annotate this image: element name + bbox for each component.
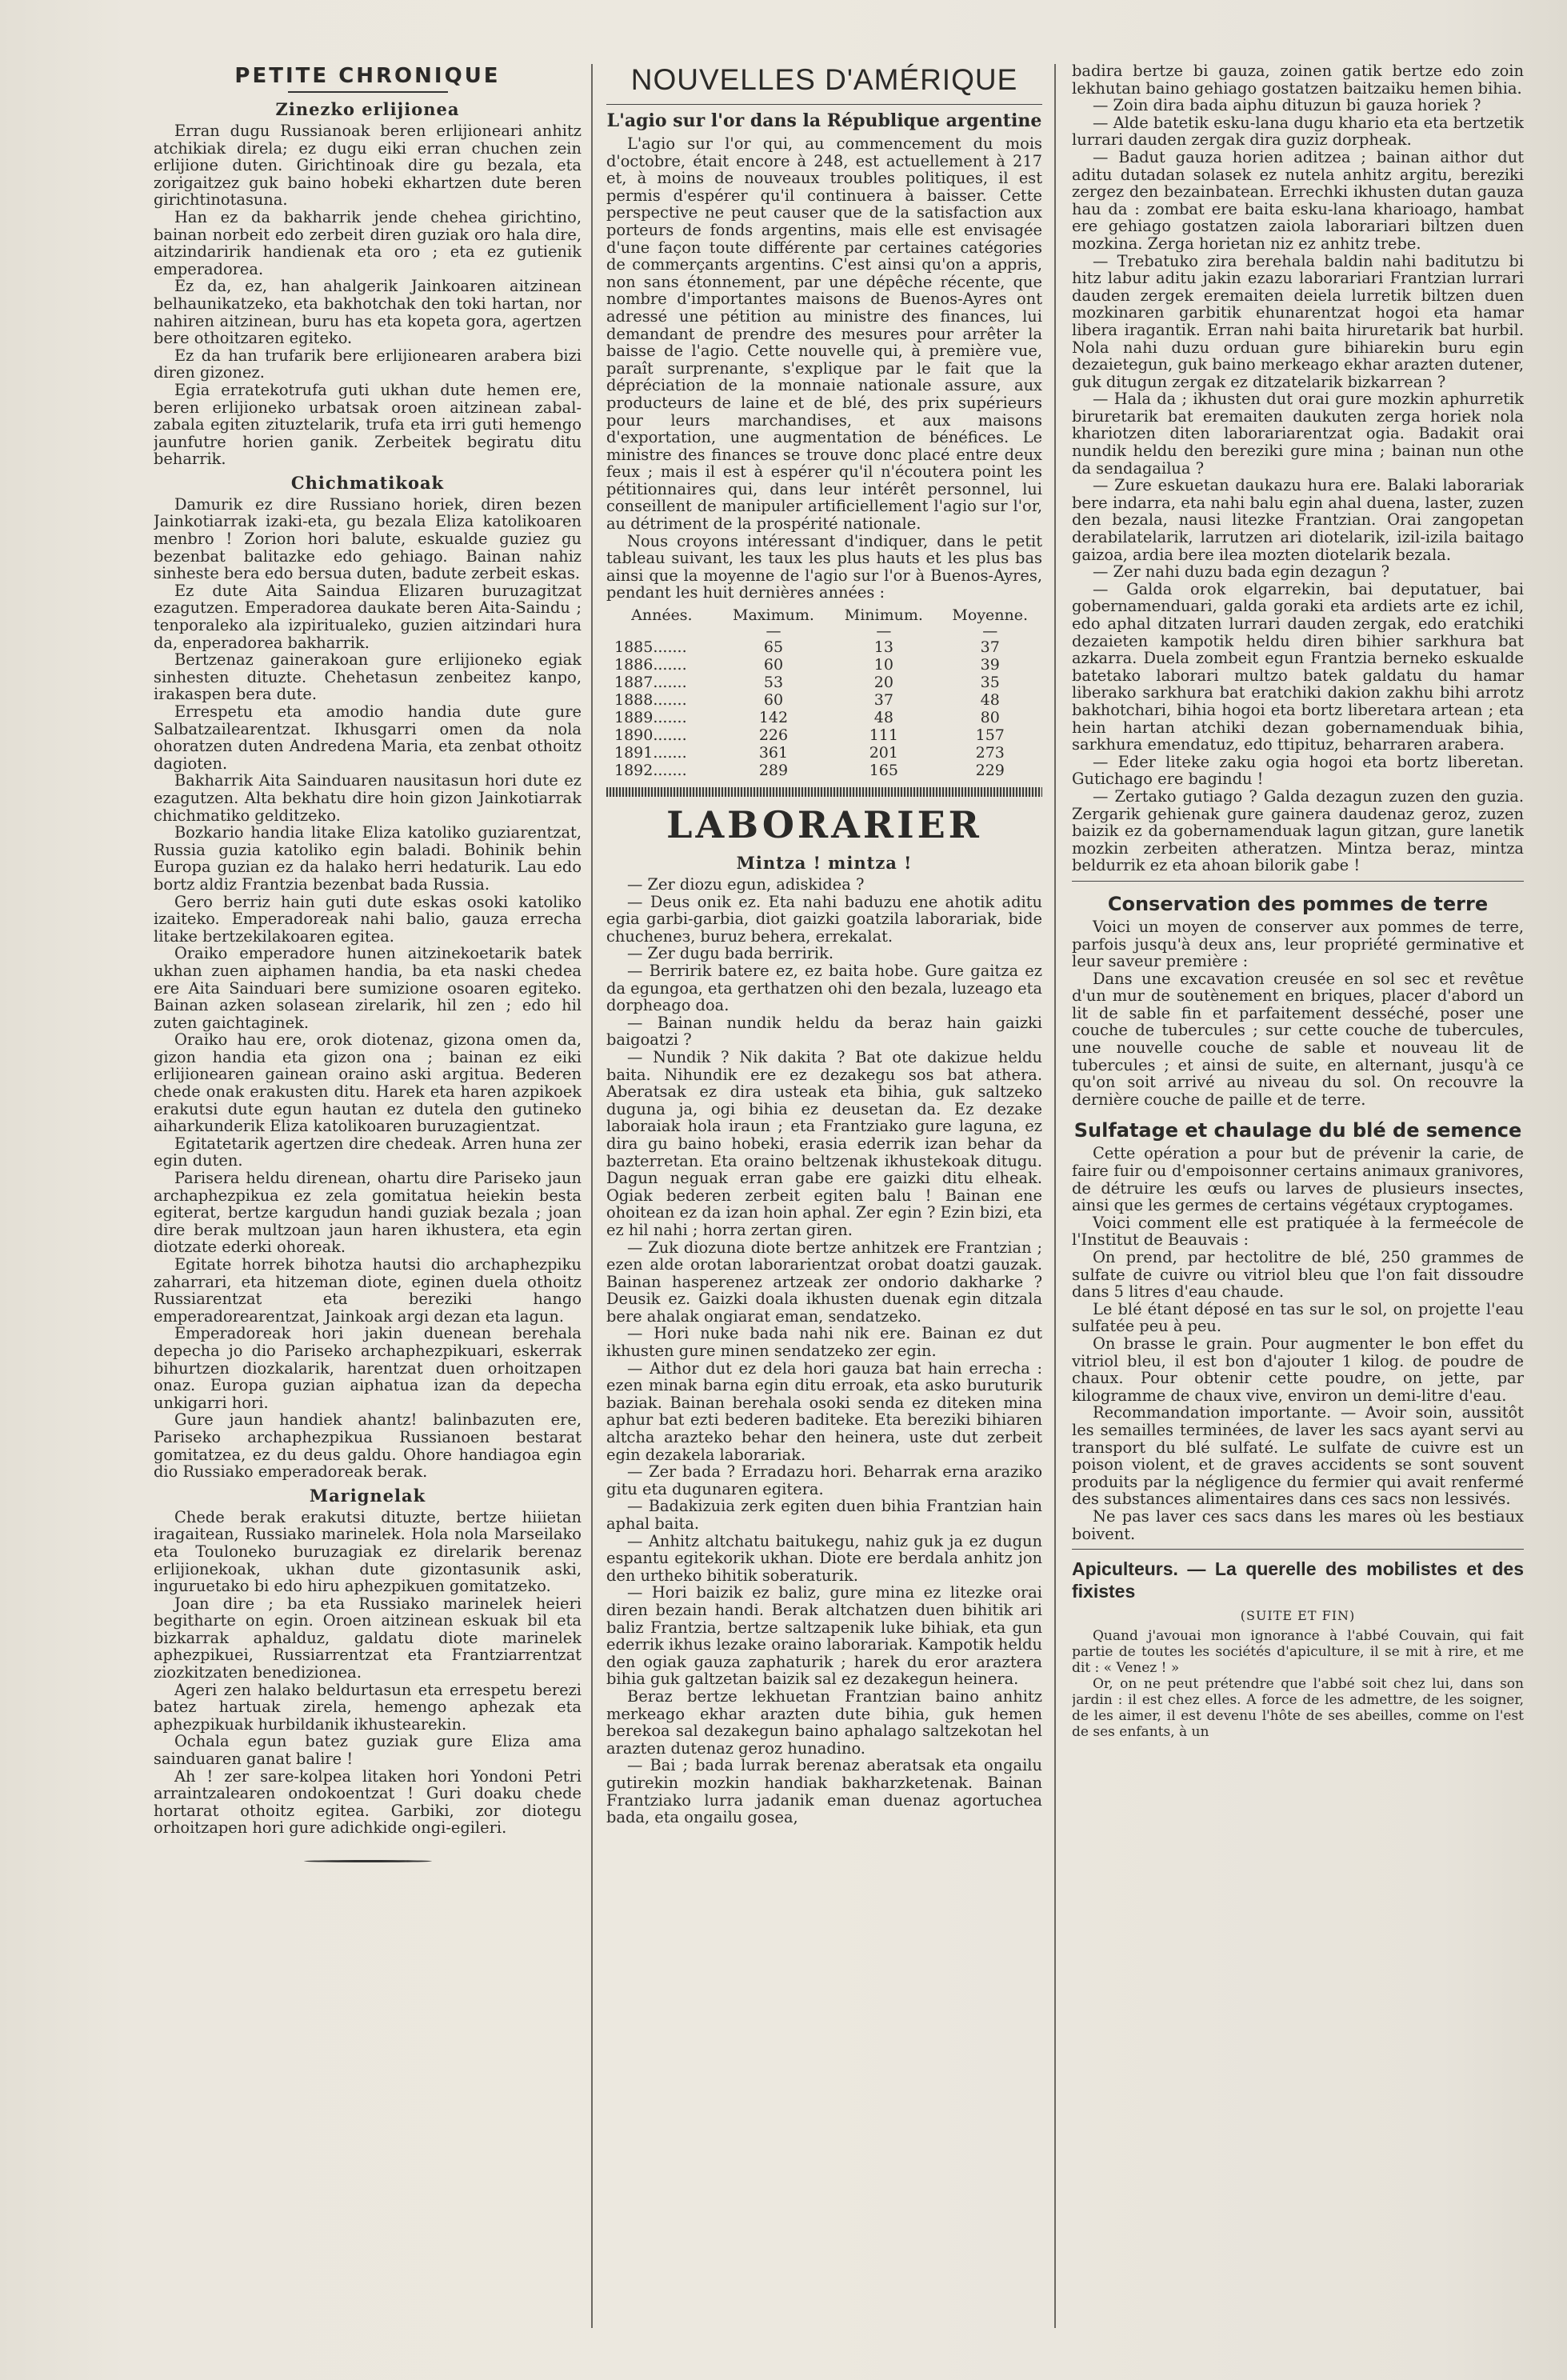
column-rule-1: [591, 64, 593, 2328]
paragraph: Le blé étant déposé en tas sur le sol, on projette l'eau sulfatée peu à peu.: [1072, 1299, 1524, 1336]
paragraph: Ez da han trufarik bere erlijionearen arabera bizi diren gizonez.: [154, 346, 582, 382]
paragraph: Ageri zen halako beldurtasun eta errespetu berezi batez hartuak zirela, hemengo aphezak eta aphezpikuak hurbildanik ikhustearekin.: [154, 1680, 582, 1734]
paragraph: — Bai ; bada lurrak berenaz aberatsak eta ongailu gutirekin mozkin handiak bakharzketenak. Bainan Frantziako lurra jadanik eman duenaz agortuchea bada, eta ongailu gosea,: [606, 1756, 1042, 1827]
table-row: 1889....... 142 48 80: [614, 709, 1000, 727]
paragraph: Voici un moyen de conserver aux pommes de terre, parfois jusqu'à deux ans, leur propriété germinative et leur saveur première :: [1072, 917, 1524, 971]
paragraph: Ez dute Aita Saindua Elizaren buruzagitzat ezagutzen. Emperadorea daukate beren Aita-Saindu ; tenporaleko ala izpiritualeko, guzien aitzindari hura da, enperadorea bakharrik.: [154, 581, 582, 652]
paragraph: Oraiko hau ere, orok diotenaz, gizona omen da, gizon handia eta gizon ona ; bainan ez eiki erlijionearen gainean oraino aski argitua. Bederen chede onak erakusten ditu. Harek eta haren azpikoek erakutsi dute egun hautan ez dutela den gutineko aiharkunderik Eliza katolikoaren buruzagientzat.: [154, 1030, 582, 1136]
paragraph: Gero berriz hain guti dute eskas osoki katoliko izaiteko. Emperadoreak nahi balio, gauza errecha litake bertzekilakoaren egitea.: [154, 892, 582, 946]
article-body: [154, 496, 582, 1481]
paragraph: — Zuk diozuna diote bertze anhitzek ere Frantzian ; ezen alde orotan laborarientzat orobat doatzi gauzak. Bainan hasperenez artzeak zer ondorio dakharke ? Deusik ez. Gaizki doala ikhusten duenak egin ditzala bere ahalak ongiarat eman, sendatzeko.: [606, 1238, 1042, 1326]
column-header: Moyenne.: [952, 606, 1029, 625]
paragraph: Dans une excavation creusée en sol sec et revêtue d'un mur de soutènement en briques, placer d'abord un lit de sable fin et parfaitement desséché, poser une couche de tubercules ; sur cette couche de tubercules, une nouvelle couche de sable et nouveau lit de tubercules ; et ainsi de suite, en alternant, jusqu'à ce qu'on soit arrivé au niveau du sol. On recouvre la dernière couche de paille et de terre.: [1072, 969, 1524, 1109]
paragraph: Oraiko emperadore hunen aitzinekoetarik batek ukhan zuen aiphamen handia, ba eta naski chedea ere Aita Sainduari bere sumizione osoaren egiteko. Bainan azken solasean zirelarik, hil zen ; edo hil zuten gaichtaginek.: [154, 944, 582, 1032]
paragraph: — Zer dugu bada berririk.: [627, 944, 834, 963]
article-body: [606, 135, 1042, 602]
paragraph: Gure jaun handiek ahantz! balinbazuten ere, Pariseko archaphezpikua Russianoen bestarat gomitatzea, ez du deus galdu. Ohore handiagoa egin dio Russiako emperadoreak berak.: [154, 1410, 582, 1482]
paragraph: — Zer nahi duzu bada egin dezagun ?: [1093, 562, 1390, 582]
paragraph: Ez da, ez, han ahalgerik Jainkoaren aitzinean belhaunikatzeko, eta bakhotchak den toki hartan, nor nahiren aitzinean, buru has eta kopeta gora, agertzen bere othoitzaren egiteko.: [154, 277, 582, 348]
paragraph: Chede berak erakutsi dituzte, bertze hiiietan iragaitean, Russiako marinelek. Hola nola Marseilako eta Touloneko buruzagiak ez direlarik berenaz erlijionekoak, ukhan dute gizontasunik aski, inguruetako bi edo hiru aphezpikuen gomitatzeko.: [154, 1507, 582, 1596]
paragraph: Egitatetarik agertzen dire chedeak. Arren huna zer egin duten.: [154, 1134, 582, 1170]
table-row: 1886....... 60 10 39: [614, 656, 1000, 674]
paragraph: Bakharrik Aita Sainduaren nausitasun hori dute ez ezagutzen. Alta bekhatu dire hoin gizon Jainkotiarrak chichmatiko gelditzeko.: [154, 771, 582, 825]
paragraph: — Nundik ? Nik dakita ? Bat ote dakizue heldu baita. Nihundik ere ez dezakegu sos bat athera. Aberatsak ez dira usteak eta bihia, guk saltzeko duguna ja, ogi bihia ez deusetan da. Ez dezake laboraiak hola iraun ; eta Frantziako gure laguna, ez dira gu baino hobeki, erasia ederrik izan behar da bazterretan. Eta oraino beltzenak ikhustekoak ditugu. Dagun neguak erran gabe ere gaizki ditu elheak. Ogiak bederen zerbeit egiten balu ! Bainan ene ohoitean ez da izan hoin aphal. Zer egin ? Ezin bizi, eta ez hil nahi ; horra zertan giren.: [606, 1047, 1042, 1239]
paragraph: On brasse le grain. Pour augmenter le bon effet du vitriol bleu, il est bon d'ajouter 1 kilog. de poudre de chaux. Pour obtenir cette poudre, on jette, par kilogramme de chaux vive, environ un demi-litre d'eau.: [1072, 1334, 1524, 1405]
paragraph: Voici comment elle est pratiquée à la fermeécole de l'Institut de Beauvais :: [1072, 1213, 1524, 1250]
section-header-laborarier: LABORARIER: [666, 803, 982, 847]
section-rule: [1072, 1549, 1524, 1550]
paragraph: Cette opération a pour but de prévenir la carie, de faire fuir ou d'empoisonner certains animaux granivores, de détruire les œufs ou larves de plusieurs insectes, ainsi que les germes de certains végétaux cryptogames.: [1072, 1144, 1524, 1215]
table-row: 1891....... 361 201 273: [614, 744, 1005, 762]
article-body: [606, 876, 1042, 1826]
paragraph: — Alde batetik esku-lana dugu khario eta eta bertzetik lurrari dauden zergak dira guziz dorpheak.: [1072, 113, 1524, 150]
paragraph: — Badakizuia zerk egiten duen bihia Frantzian hain aphal baita.: [606, 1497, 1042, 1533]
paragraph: Egitate horrek bihotza hautsi dio archaphezpiku zaharrari, eta hitzeman diote, eginen duela othoitz Russiarentzat eta bereziki hango emperadorearentzat, Jainkoak argi dezan eta lagun.: [154, 1255, 582, 1326]
column-3: [1072, 62, 1524, 2342]
table-row: 1888....... 60 37 48: [614, 691, 1000, 710]
paragraph: Quand j'avouai mon ignorance à l'abbé Couvain, qui fait partie de toutes les sociétés d'apiculture, il se mit à rire, et me dit : « Venez ! »: [1072, 1627, 1524, 1676]
paragraph: — Badut gauza horien aditzea ; bainan aithor dut aditu dutadan solasek ez nutela anhitz argitu, bereziki zergez den bezainbatean. Errechki ikhusten dutan gauza hau da : zombat ere baita esku-lana kharioago, hambat ere gehiago gostatzen zaiola laborariari biltzen duen mozkina. Zerga horietan niz ez anhitz trebe.: [1072, 147, 1524, 253]
paragraph: L'agio sur l'or qui, au commencement du mois d'octobre, était encore à 248, est actuellement à 217 et, à moins de nouveaux troubles politiques, il est permis d'espérer qu'il continuera à baisser. Cette perspective ne peut causer que de la satisfaction aux porteurs de fonds argentins, mais elle est envisagée d'une façon toute différente par certaines catégories de commerçants argentins. C'est ainsi qu'on a appris, non sans étonnement, par une dépêche récente, que nombre d'importantes maisons de Buenos-Ayres ont adressé une pétition au ministre des finances, lui demandant de prendre des mesures pour arrêter la baisse de l'agio. Cette nouvelle qui, à première vue, paraît surprenante, s'explique par le fait que la dépréciation de la monnaie nationale assure, aux producteurs de laine et de blé, des prix supérieurs pour leurs marchandises, et aux maisons d'exportation, une augmentation de bénéfices. Le ministre des finances se trouve donc placé entre deux feux ; mais il est à espérer qu'il n'écoutera point les pétitionnaires qui, dans leur intérêt personnel, lui conseillent de manipuler artificiellement l'agio sur l'or, au détriment de la prospérité nationale.: [606, 134, 1042, 534]
paragraph: — Bainan nundik heldu da beraz hain gaizki baigoatzi ?: [606, 1013, 1042, 1050]
paragraph: Recommandation importante. — Avoir soin, aussitôt les semailles terminées, de laver les sacs ayant servi au transport du blé sulfaté. Le sulfate de cuivre est un poison violent, et de graves accidents se sont souvent produits par la négligence du fermier qui avait renfermé des substances alimentaires dans ces sacs non lessivés.: [1072, 1403, 1524, 1509]
table-row: 1892....... 289 165 229: [614, 762, 1005, 780]
paragraph: Ochala egun batez guziak gure Eliza ama sainduaren ganat balire !: [154, 1732, 582, 1769]
article-body: [154, 122, 582, 468]
column-2: [606, 62, 1042, 2342]
header-rule: [606, 104, 1042, 105]
paragraph: On prend, par hectolitre de blé, 250 grammes de sulfate de cuivre ou vitriol bleu que l'on fait dissoudre dans 5 litres d'eau chaude.: [1072, 1248, 1524, 1302]
article-title: Apiculteurs. — La querelle des mobilistes et des fixistes: [1072, 1558, 1524, 1602]
header-underline: [288, 91, 448, 93]
paragraph: — Galda orok elgarrekin, bai deputatuer, bai gobernamenduari, galda goraki eta ardiets arte ez ichil, edo aphal ditzaten lurrari dauden zergak, edo eratchiki dezaieten kampotik heldu diren bihier sarkhura bat azkarra. Duela zombeit egun Frantzia berneko eskualde batetako laborari multzo batek galdatu du hamar liberako sarkhura bat eratchiki dakion zakhu bihi arrotz bakhotchari, bihia hogoi eta bortz liberetara artean ; eta hein hartan atchiki dezan gobernamenduak bihia, sarkhura emendatuz, edo ttipituz, beharraren arabera.: [1072, 579, 1524, 754]
paragraph: Errespetu eta amodio handia dute gure Salbatzailearentzat. Ikhusgarri omen da nola ohoratzen duten Andredena Maria, eta zenbat othoitz dagioten.: [154, 702, 582, 773]
paragraph: Egia erratekotrufa guti ukhan dute hemen ere, beren erlijioneko urbatsak oroen aitzinean zabal-zabala egiten zituztelarik, trufa eta irri guti hemengo jaunfutre horien ganik. Zerbeitek begiratu ditu beharrik.: [154, 380, 582, 469]
paragraph: Joan dire ; ba eta Russiako marinelek heieri begitharte on egin. Oroen aitzinean eskuak bil eta bizkarrak aphalduz, galdatu diote marinelek aphezpikuei, Russiarrentzat eta Frantziarrentzat ziozkitzaten benedizionea.: [154, 1594, 582, 1682]
article-body: [154, 1509, 582, 1837]
paragraph: — Aithor dut ez dela hori gauza bat hain errecha : ezen minak barna egin ditu erroak, eta asko buruturik baziak. Bainan berehala osoki senda ez diteken mina aphur bat ezti bederen baditeke. Eta bereziki bihiaren altcha arazteko behar den heinera, uste dut zerbeit egin dezakela laborariak.: [606, 1358, 1042, 1464]
article-title: Chichmatikoak: [290, 472, 445, 493]
paragraph: — Hori baizik ez baliz, gure mina ez litezke orai diren bezain handi. Berak altchatzen duen bihitik ari baliz Frantzia, bertze saltzapenik luke bihiak, eta gun ederrik ikhus lezake oraino laborariak. Kampotik heldu den ogiak gauza zaphaturik ; harek du eror araztera bihia guk galtzetan baizik sal ez dezakegun heinera.: [606, 1583, 1042, 1689]
table-row: 1890....... 226 111 157: [614, 726, 1005, 745]
column-header: Maximum.: [733, 606, 814, 625]
paragraph: Ne pas laver ces sacs dans les mares où les bestiaux boivent.: [1072, 1506, 1524, 1543]
section-divider: [606, 787, 1042, 797]
section-header-petite-chronique: PETITE CHRONIQUE: [234, 64, 501, 88]
paragraph: — Eder liteke zaku ogia hogoi eta bortz liberetan. Gutichago ere bagindu !: [1072, 752, 1524, 789]
table-row: 1887....... 53 20 35: [614, 674, 1000, 692]
table-header-row: [606, 606, 1042, 624]
agio-table: Années. Maximum. Minimum. Moyenne. — — — 1885....... 65 13 37 1886....... 60 10 39 1887....... 53 20 35 1888....... 60 37 48 1889....... 142 48 80 1890....... 226 111 157 1891....... 361 201 273 1892....... 289 165 229: [606, 606, 1042, 779]
article-title: Zinezko erlijionea: [275, 99, 460, 119]
column-header: Années.: [631, 606, 693, 625]
table-row: 1885....... 65 13 37: [614, 638, 1000, 657]
paragraph: — Hori nuke bada nahi nik ere. Bainan ez dut ikhusten gure minen sendatzeko zer egin.: [606, 1324, 1042, 1361]
paragraph: — Anhitz altchatu baitukegu, nahiz guk ja ez dugun espantu egitekorik ukhan. Diote ere berdala anhitz jon den urtheko bihitik soberaturik.: [606, 1531, 1042, 1585]
article-body: [1072, 1145, 1524, 1542]
paragraph: — Deus onik ez. Eta nahi baduzu ene ahotik aditu egia garbi-garbia, diot gaizki goatzila laborariak, bide chucheneз, buruz behera, errekalat.: [606, 892, 1042, 946]
paragraph: Or, on ne peut prétendre que l'abbé soit chez lui, dans son jardin : il est chez elles. A force de les admettre, de les soigner, de les aimer, il est devenu l'hôte de ses abeilles, comme on l'est de ses enfants, à un: [1072, 1675, 1524, 1740]
paragraph: Damurik ez dire Russiano horiek, diren bezen Jainkotiarrak izaki-eta, gu bezala Eliza katolikoaren menbro ! Zorion hori balute, eskualde guziez gu bezenbat balitazke edo gehiago. Bainan nahiz sinheste bera edo bersua duten, badute zerbeit eskas.: [154, 494, 582, 583]
article-body: [1072, 1628, 1524, 1740]
article-body: [1072, 918, 1524, 1109]
paragraph: — Zertako gutiago ? Galda dezagun zuzen den guzia. Zergarik gehienak gure gainera daudenaz geroz, zuzen baizik ez da gobernamenduak lagun gitzan, gure lanetik mozkin zerbeiten atheratzen. Mintza beraz, mintza beldurrik ez eta ahoan bilorik gabe !: [1072, 786, 1524, 875]
paragraph: — Zer diozu egun, adiskidea ?: [627, 875, 865, 894]
paragraph: Bertzenaz gainerakoan gure erlijioneko egiak sinhesten dituzte. Chehetasun zenbeitez kanpo, irakaspen bera dute.: [154, 650, 582, 704]
paragraph: — Hala da ; ikhusten dut orai gure mozkin aphurretik biruretarik bat eremaiten daukuten zerga horiek nola khariotzen diten laborariarentzat ogia. Badakit orai nundik heldu den bereziki gure mina ; bainan nun othe da sendagailua ?: [1072, 390, 1524, 478]
paragraph: — Zure eskuetan daukazu hura ere. Balaki laborariak bere indarra, eta nahi balu egin ahal duena, laster, zuzen den bezala, nausi litezke Frantzian. Orai zangopetan derabilatelarik, larrutzen ari diotelarik, izil-izila baitago gaizoa, ardia bere ilea mozten diotelarik bezala.: [1072, 476, 1524, 564]
paragraph: Parisera heldu direnean, ohartu dire Pariseko jaun archaphezpikua ez zela gomitatua heiekin besta egiterat, bertze kargudun handi guziak bezala ; joan dire berak multzoan jaun haren ikhustera, eta egin diotzate ederki ohoreak.: [154, 1169, 582, 1257]
paragraph: Bozkario handia litake Eliza katoliko guziarentzat, Russia guzia katoliko egin baladi. Bohinik behin Europa guzian ez da halako herri hedaturik. Lau edo bortz aldiz Frantzia bezenbat bada Russia.: [154, 823, 582, 894]
article-title: Marignelak: [309, 1485, 426, 1506]
paragraph: Han ez da bakharrik jende chehea girichtino, bainan norbeit edo zerbeit diren guziak oro hala dire, aitzindaririk handienak eta oro ; eta ez gutienik emperadorea.: [154, 207, 582, 278]
paragraph: Emperadoreak hori jakin duenean berehala depecha jo dio Pariseko archaphezpikuari, eskerrak bihurtzen diozkalarik, harentzat duen orhoitzapen onaz. Europa guzian aiphatua izan da depecha unkigarri hori.: [154, 1324, 582, 1412]
article-body: [1072, 62, 1524, 874]
paragraph: — Trebatuko zira berehala baldin nahi baditutzu bi hitz labur aditu jakin ezazu laborariari Frantzian lurrari dauden zergek eremaiten deiela lurretik biltzen duen mozkinaren garbitik ehunarentzat hogoi eta hamar libera iragantik. Erran nahi baita hiruretarik bat hurbil. Nola nahi duzu orduan gure bihiarekin buru egin dezaietegun, guk baino merkeago ekhar arazten dutener, guk ditugun zergak ez ditzatelarik bizkarrean ?: [1072, 251, 1524, 391]
end-ornament: [154, 1851, 582, 1862]
article-title: Sulfatage et chaulage du blé de semence: [1073, 1119, 1522, 1142]
article-title: Mintza ! mintza !: [736, 853, 913, 874]
paragraph: Erran dugu Russianoak beren erlijioneari anhitz atchikiak direla; ez dugu eiki erran chuchen zein erlijione duten. Girichtinoak dire gu bezala, eta zorigaitzez guk baino hobeki ekhartzen dute beren girichtinotasuna.: [154, 122, 582, 210]
article-subtitle: (SUITE ET FIN): [1240, 1608, 1356, 1624]
paragraph: Ah ! zer sare-kolpea litaken hori Yondoni Petri arraintzalearen ondokoentzat ! Guri doaku chede hortarat othoitz egitea. Garbiki, zor diotegu orhoitzapen hori gure adichkide ongi-egileri.: [154, 1766, 582, 1838]
column-rule-2: [1054, 64, 1056, 2328]
paragraph: — Berririk batere ez, ez baita hobe. Gure gaitza ez da egungoa, eta gerthatzen ohi den bezala, luzeago eta dorpheago doa.: [606, 962, 1042, 1015]
column-1: [154, 62, 582, 2342]
section-header-nouvelles: NOUVELLES D'AMÉRIQUE: [630, 63, 1018, 96]
paragraph: — Zoin dira bada aiphu dituzun bi gauza horiek ?: [1093, 96, 1481, 115]
paragraph: Nous croyons intéressant d'indiquer, dans le petit tableau suivant, les taux les plus hauts et les plus bas ainsi que la moyenne de l'agio sur l'or à Buenos-Ayres, pendant les huit dernières années :: [606, 531, 1042, 602]
paragraph: — Zer bada ? Erradazu hori. Beharrak erna araziko gitu eta dugunaren egitera.: [606, 1462, 1042, 1498]
article-title: L'agio sur l'or dans la République argentine: [606, 110, 1042, 131]
paragraph: Beraz bertze lekhuetan Frantzian baino anhitz merkeago ekhar arazten dute bihia, guk hemen berekoa sal dezakegun baino aphalago saltzekotan hel arazten dutenaz geroz hunadino.: [606, 1686, 1042, 1758]
paragraph: badira bertze bi gauza, zoinen gatik bertze edo zoin lekhutan baino gehiago gostatzen baitzaiku hemen bihia.: [1072, 62, 1524, 98]
section-rule: [1072, 881, 1524, 882]
column-header: Minimum.: [844, 606, 923, 625]
article-title: Conservation des pommes de terre: [1107, 892, 1489, 915]
